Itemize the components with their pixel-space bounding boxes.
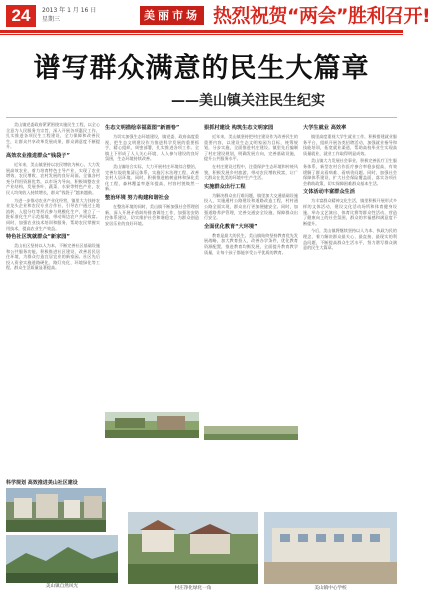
article-column-4 bbox=[303, 122, 397, 577]
body-paragraph: 美山镇结合实际，大力开展村庄环境综合整治，完善垃圾收集清运体系，实施污水治理工程，改善农村人居环境。同时，积极推进植树造林和绿化美化工程，森林覆盖率逐年提高，村容村貌焕然一新。 bbox=[105, 163, 199, 192]
body-paragraph: 为解决群众出行难问题，镇里加大交通基础设施投入，实施通村公路建设和道路改造工程，村村通公路全面实现，群众出行更加便捷安全。同时，加强道路养护管理，完善交通安全设施，保障群众出行安全。 bbox=[204, 192, 298, 221]
body-paragraph: 为进一步推动农业产业化经营，镇里大力扶持农业龙头企业和农民专业合作社，引导农户通过土地流转、入股分红等形式参与规模化生产，建立了一批标准化生产示范基地，带动周边农户共同致富。同时，加强农业技术培训和服务，帮助农民掌握实用技术，提高农业生产效益。 bbox=[6, 197, 100, 231]
photo-caption-left: 科学规划 高效推进美山社区建设 bbox=[6, 480, 78, 486]
body-paragraph: 镇里高度重视大学生就业工作，积极搭建就业服务平台，组织开展各类招聘活动，加强就业指导和技能培训，拓宽就业渠道，帮助高校毕业生实现高质量就业，就业工作取得明显成效。 bbox=[303, 134, 397, 156]
body-paragraph: 在整治环境的同时，美山镇不断加强社会管理创新，深入开展矛盾纠纷排查调处工作，加强治安防控体系建设，切实维护社会和谐稳定，为群众创造安居乐业的良好环境。 bbox=[105, 203, 199, 226]
photo-community bbox=[6, 488, 106, 532]
section-heading: 文体活动丰富群众生活 bbox=[303, 189, 355, 196]
community-photo-image bbox=[6, 488, 106, 532]
article-headline: 谱写群众满意的民生大篇章 bbox=[33, 53, 370, 84]
celebration-banner: 热烈祝贺“两会”胜利召开! bbox=[213, 5, 430, 27]
section-heading: 狠抓村建设 构筑生态文明家园 bbox=[204, 125, 274, 131]
section-heading: 全面优化教育“大环境” bbox=[204, 223, 258, 230]
header-rule bbox=[0, 30, 403, 33]
section-heading: 生态文明描绘幸福蓝图“新画卷” bbox=[105, 125, 180, 131]
village-photo-image bbox=[128, 512, 258, 584]
school-photo-image bbox=[264, 512, 397, 584]
page-number: 24 bbox=[6, 5, 36, 27]
body-paragraph: 近年来，美山镇坚持把村庄建设作为改善民生的重要内容，以建设生态文明家园为目标，统筹规划，分步实施，全面推进村庄建设。镇里先后编制了村庄建设规划，明确发展方向，完善基础设施，提升公共服务水平。 bbox=[204, 134, 298, 162]
body-paragraph: 为丰富群众精神文化生活，镇里积极开展形式多样的文体活动，建设文化活动场所和体育健身设施，举办文艺演出、体育比赛等群众性活动，营造了健康向上的社会氛围，群众的幸福感和满意度不断提升。 bbox=[303, 198, 397, 226]
article-column-3 bbox=[204, 122, 298, 422]
body-paragraph: 美山社区坚持以人为本，不断完善社区基础设施和公共服务功能，积极推进社区建设，改善居民居住环境，为群众打造宜居宜业的新家园。社区先后投入资金实施道路硬化、路灯亮化、环境绿化等工程，群众生活质量显著提高。 bbox=[6, 243, 100, 271]
body-paragraph: 近年来，美山镇坚持以农民增收为核心，大力发展高效农业，着力培育特色主导产业，实现了农业增效、农民增收、农村发展的良好局面。全镇各村充分利用资源优势，以市场为导向，积极调整农业产业结构，发展茶叶、蔬菜、水果等特色产业，农民人均纯收入持续增长，群众“钱袋子”越来越鼓。 bbox=[6, 161, 100, 195]
photo-caption-landscape: 美山镇自然风光 bbox=[45, 584, 79, 589]
landscape-photo-image bbox=[6, 535, 118, 583]
article-column-1 bbox=[6, 122, 100, 478]
section-heading: 大学生就业 高效率 bbox=[303, 125, 347, 131]
photo-strip bbox=[204, 425, 298, 439]
strip-photo-image bbox=[204, 426, 298, 440]
article-subheadline: ——美山镇关注民生纪实 bbox=[171, 93, 325, 109]
section-heading: 实施群众出行工程 bbox=[204, 183, 246, 190]
body-paragraph: 美山镇党委政府紧紧围绕实施民生工程，以全心全意为人民服务为宗旨，深入开展各项惠民工作，扎实推进各项民生工程建设，全力保障和改善民生，让群众共享改革发展成果，群众满意度不断提升。 bbox=[6, 122, 100, 150]
issue-weekday: 星期三 bbox=[42, 16, 61, 23]
article-column-2 bbox=[105, 122, 199, 410]
header-rule-thin bbox=[0, 34, 403, 35]
body-paragraph: 为切实加强生态环境建设，镇党委、政府高度重视，把生态文明建设作为推进科学发展的重要抓手，精心组织，周密部署，扎实推进各项工作。全镇上下形成了人人关心环境、人人参与建设的良好氛围，生态环境持续改善。 bbox=[105, 134, 199, 162]
body-paragraph: 教育是最大的民生。美山镇始终坚持教育优先发展战略，加大教育投入，改善办学条件，优化教育资源配置，推进教育均衡发展，全面提升教育教学质量，让每个孩子都能享受公平优质的教育。 bbox=[204, 232, 298, 255]
body-paragraph: 在村庄建设过程中，注重保护生态环境和传统风貌，积极发展乡村旅游，带动农民增收致富，让广大群众在优美的环境中生产生活。 bbox=[204, 163, 298, 181]
section-heading: 高效农业推进群众“钱袋子” bbox=[6, 152, 70, 159]
body-paragraph: 美山镇大力发展社会事业，积极完善医疗卫生服务体系，新型农村合作医疗参合率稳步提高，有效缓解了群众看病难、看病贵问题。同时，加强社会保障体系建设，扩大社会保险覆盖面，落实各项社会救助政策，切实保障困难群众基本生活。 bbox=[303, 158, 397, 186]
page-header bbox=[0, 0, 430, 32]
body-paragraph: 今后，美山镇将继续坚持以人为本、执政为民的理念，着力解决群众最关心、最直接、最现实的利益问题，不断提高群众生活水平，努力谱写群众满意的民生大篇章。 bbox=[303, 228, 397, 251]
section-heading: 整治环境 努力构建和谐社会 bbox=[105, 194, 170, 201]
photo-landscape bbox=[6, 535, 118, 583]
headline-divider bbox=[6, 117, 397, 118]
section-heading: 特色社区筑就群众“新家园” bbox=[6, 234, 70, 241]
issue-date: 2013 年 1 月 16 日 bbox=[42, 7, 97, 14]
photo-school bbox=[264, 512, 397, 584]
section-masthead: 美丽市场 bbox=[140, 6, 204, 25]
photo-caption-village: 村庄净化绿化一角 bbox=[174, 586, 212, 591]
photo-caption-school: 美山镇中心学校 bbox=[314, 586, 347, 591]
garden-photo-image bbox=[105, 412, 199, 438]
photo-village bbox=[128, 512, 258, 584]
photo-garden bbox=[105, 412, 199, 438]
